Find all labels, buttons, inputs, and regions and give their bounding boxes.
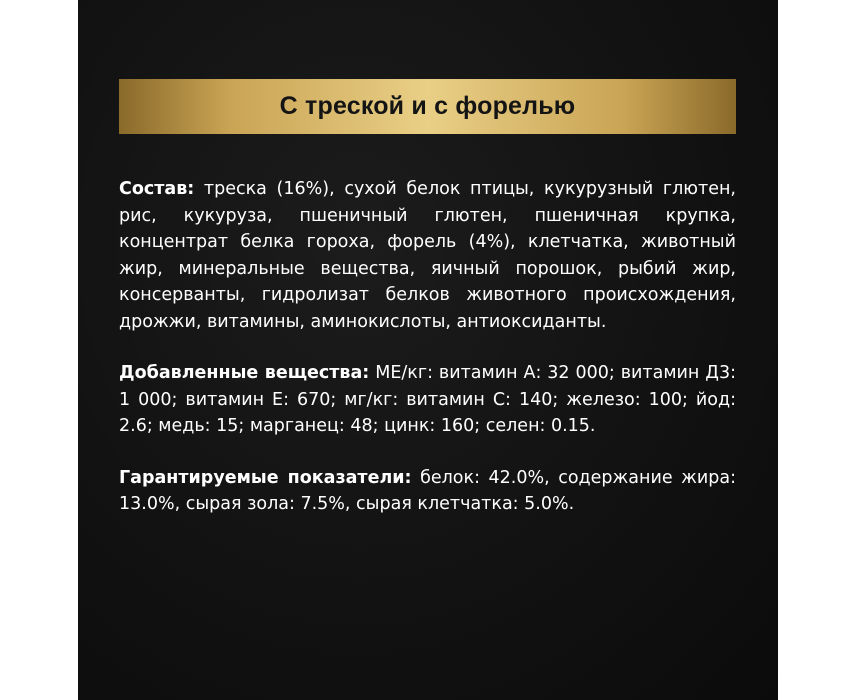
- composition-text: треска (16%), сухой белок птицы, кукурузный глютен, рис, кукуруза, пшеничный глютен, пшеничная крупка, концентрат белка гороха, форель (4%), клетчатка, животный жир, минеральные вещества, яичный порошок, рыбий жир, консерванты, гидролизат белков животного происхождения, дрожжи, витамины, аминокислоты, антиоксиданты.: [119, 179, 736, 332]
- additives-paragraph: [119, 360, 736, 440]
- guaranteed-analysis-text: белок: 42.0%, содержание жира: 13.0%, сырая зола: 7.5%, сырая клетчатка: 5.0%.: [119, 467, 736, 514]
- guaranteed-analysis-paragraph: [119, 465, 736, 518]
- guaranteed-analysis-label: Гарантируемые показатели:: [119, 467, 412, 488]
- composition-paragraph: [119, 176, 736, 335]
- page-title: С треской и с форелью: [279, 92, 576, 120]
- product-info-panel: [78, 0, 778, 700]
- additives-text: МЕ/кг: витамин А: 32 000; витамин Д3: 1 000; витамин Е: 670; мг/кг: витамин С: 140; железо: 100; йод: 2.6; медь: 15; марганец: 48; цинк: 160; селен: 0.15.: [119, 363, 737, 436]
- additives-label: Добавленные вещества:: [119, 363, 370, 383]
- ingredients-content: [119, 176, 736, 543]
- title-banner: [119, 79, 736, 134]
- composition-label: Состав:: [119, 179, 195, 199]
